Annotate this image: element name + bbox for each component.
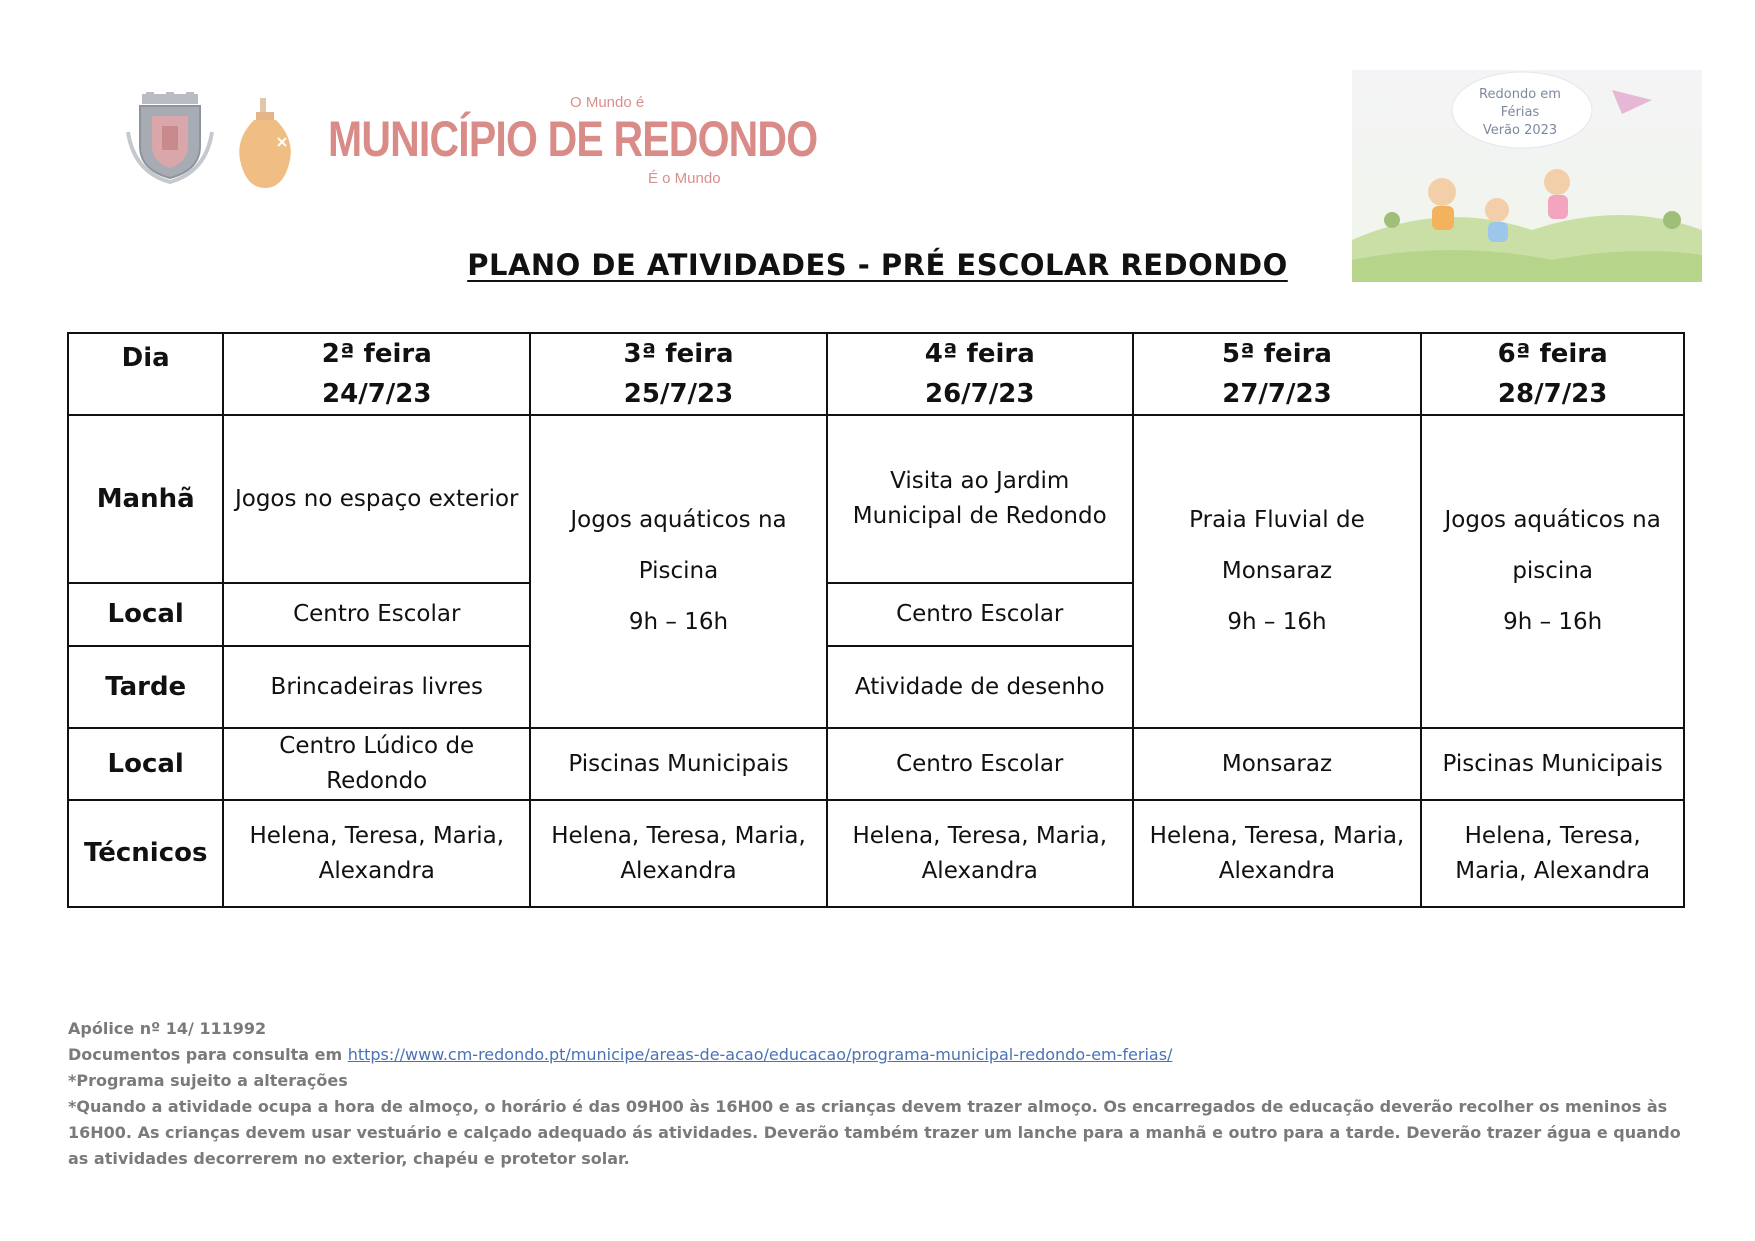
- table-header-row: [68, 333, 1684, 415]
- footer-notes: [68, 1016, 1688, 1172]
- program-note: *Programa sujeito a alterações: [68, 1071, 348, 1090]
- row-label-afternoon: Tarde: [68, 646, 223, 728]
- lunch-note: *Quando a atividade ocupa a hora de almoço, o horário é das 09H00 às 16H00 e as crianças devem trazer almoço. Os encarregados de educação deverão recolher os meninos às 16H00. As crianças devem usar vestuário e calçado adequado ás atividades. Deverão também trazer um lanche para a manhã e outro para a tarde. Deverão trazer água e quando as atividades decorrerem no exterior, chapéu e protetor solar.: [68, 1097, 1681, 1168]
- cell-wed-staff: Helena, Teresa, Maria, Alexandra: [827, 800, 1133, 907]
- badge-caption: [1460, 86, 1580, 140]
- municipality-logo: [118, 88, 818, 198]
- coat-of-arms-icon: [122, 92, 218, 184]
- cell-tue-staff: Helena, Teresa, Maria, Alexandra: [530, 800, 827, 907]
- cell-mon-morning: Jogos no espaço exterior: [223, 415, 530, 583]
- badge-line: Férias: [1500, 105, 1540, 120]
- motto-top: O Mundo é: [570, 94, 645, 111]
- cell-wed-afternoon: Atividade de desenho: [827, 646, 1133, 728]
- cell-fri-local-2: Piscinas Municipais: [1421, 728, 1684, 800]
- row-label-staff: Técnicos: [68, 800, 223, 907]
- row-label-morning: Manhã: [68, 415, 223, 583]
- day-header-mon: 2ª feira 24/7/23: [223, 333, 530, 415]
- cell-mon-staff: Helena, Teresa, Maria, Alexandra: [223, 800, 530, 907]
- cell-mon-local-2: Centro Lúdico de Redondo: [223, 728, 530, 800]
- table-row: [68, 800, 1684, 907]
- cell-tue-activity: Jogos aquáticos na Piscina 9h – 16h: [530, 415, 827, 728]
- cell-thu-staff: Helena, Teresa, Maria, Alexandra: [1133, 800, 1422, 907]
- cell-thu-activity: Praia Fluvial de Monsaraz 9h – 16h: [1133, 415, 1422, 728]
- cell-wed-local: Centro Escolar: [827, 583, 1133, 646]
- activities-table: [67, 332, 1685, 908]
- corner-label: Dia: [68, 333, 223, 415]
- cell-mon-afternoon: Brincadeiras livres: [223, 646, 530, 728]
- table-row: [68, 728, 1684, 800]
- badge-line: Redondo em: [1479, 87, 1561, 102]
- docs-line: [68, 1042, 1688, 1068]
- row-label-local: Local: [68, 583, 223, 646]
- policy-number: Apólice nº 14/ 111992: [68, 1019, 267, 1038]
- row-label-local-2: Local: [68, 728, 223, 800]
- cell-wed-morning: Visita ao Jardim Municipal de Redondo: [827, 415, 1133, 583]
- clay-jar-icon: [234, 98, 296, 190]
- day-header-wed: 4ª feira 26/7/23: [827, 333, 1133, 415]
- cell-mon-local: Centro Escolar: [223, 583, 530, 646]
- day-header-tue: 3ª feira 25/7/23: [530, 333, 827, 415]
- municipality-name: MUNICÍPIO DE REDONDO: [328, 111, 818, 167]
- cell-tue-local-2: Piscinas Municipais: [530, 728, 827, 800]
- badge-line: Verão 2023: [1482, 123, 1558, 138]
- cell-wed-local-2: Centro Escolar: [827, 728, 1133, 800]
- cell-thu-local-2: Monsaraz: [1133, 728, 1422, 800]
- table-row: [68, 415, 1684, 583]
- day-header-fri: 6ª feira 28/7/23: [1421, 333, 1684, 415]
- page-title: PLANO DE ATIVIDADES - PRÉ ESCOLAR REDONDO: [467, 248, 1288, 282]
- cell-fri-activity: Jogos aquáticos na piscina 9h – 16h: [1421, 415, 1684, 728]
- motto-bottom: É o Mundo: [648, 170, 721, 187]
- cell-fri-staff: Helena, Teresa, Maria, Alexandra: [1421, 800, 1684, 907]
- day-header-thu: 5ª feira 27/7/23: [1133, 333, 1422, 415]
- docs-link[interactable]: https://www.cm-redondo.pt/municipe/areas-de-acao/educacao/programa-municipal-redondo-em-ferias/: [347, 1045, 1173, 1064]
- docs-prefix: Documentos para consulta em: [68, 1045, 348, 1064]
